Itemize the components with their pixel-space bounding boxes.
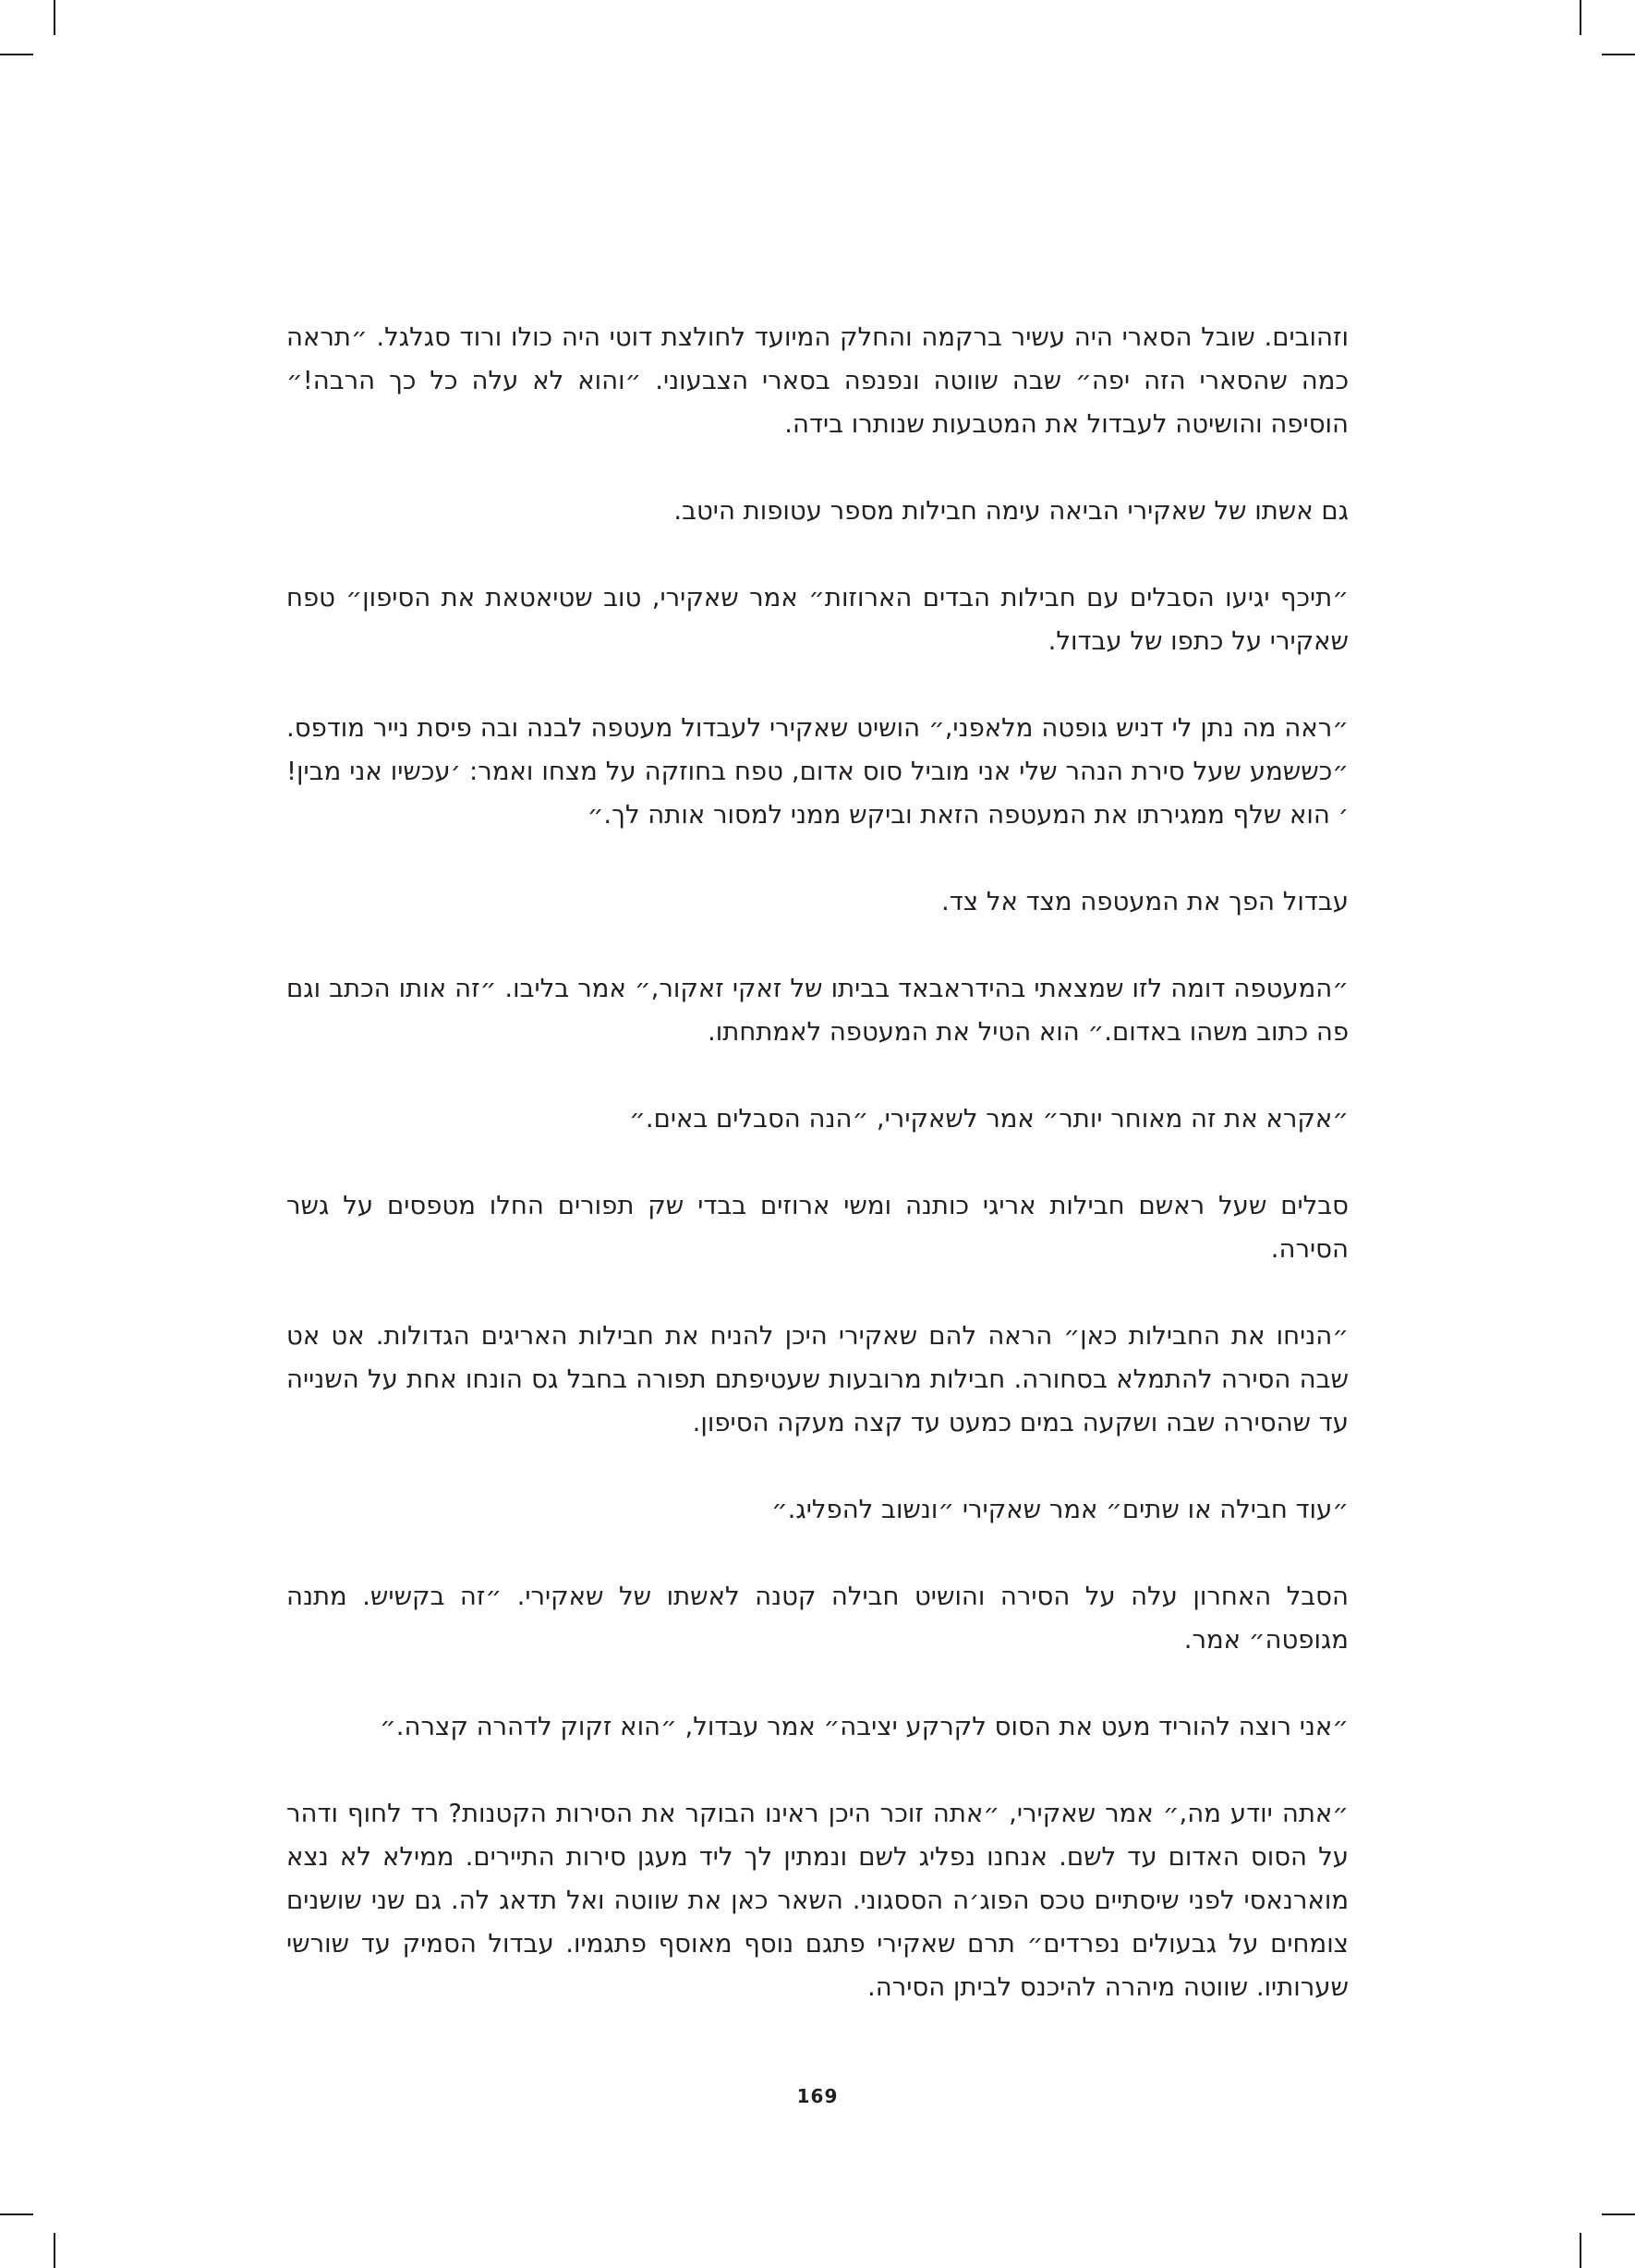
paragraph: ״אני רוצה להוריד מעט את הסוס לקרקע יציבה״ אמר עבדול, ״הוא זקוק לדהרה קצרה.״ (380, 1712, 1349, 1741)
paragraph: סבלים שעל ראשם חבילות אריגי כותנה ומשי ארוזים בבדי שק תפורים החלו מטפסים על גשר הסירה. (286, 1191, 1349, 1264)
page-number: 169 (796, 2085, 839, 2107)
paragraph: גם אשתו של שאקירי הביאה עימה חבילות מספר עטופות היטב. (673, 496, 1349, 526)
crop-mark-bottom-left-vertical (54, 2233, 55, 2268)
crop-mark-top-right-horizontal (1602, 54, 1635, 55)
paragraph: וזהובים. שובל הסארי היה עשיר ברקמה והחלק המיועד לחולצת דוטי היה כולו ורוד סגלגל. ״תראה כמה שהסארי הזה יפה״ שבה שווטה ונפנפה בסארי הצבעוני. ״והוא לא עלה כל כך הרבה!״ הוסיפה והושיטה לעבדול את המטבעות שנותרו בידה. (286, 322, 1349, 439)
body-text (286, 316, 1349, 2009)
paragraph: עבדול הפך את המעטפה מצד אל צד. (941, 887, 1349, 916)
paragraph: ״תיכף יגיעו הסבלים עם חבילות הבדים הארוזות״ אמר שאקירי, טוב שטיאטאת את הסיפון״ טפח שאקירי על כתפו של עבדול. (286, 583, 1349, 656)
crop-mark-top-left-vertical (54, 0, 55, 35)
paragraph: ״ראה מה נתן לי דניש גופטה מלאפני,״ הושיט שאקירי לעבדול מעטפה לבנה ובה פיסת נייר מודפס. ״כששמע שעל סירת הנהר שלי אני מוביל סוס אדום, טפח בחוזקה על מצחו ואמר: ׳עכשיו אני מבין!׳ הוא שלף ממגירתו את המעטפה הזאת וביקש ממני למסור אותה לך.״ (286, 713, 1349, 830)
paragraph: ״אקרא את זה מאוחר יותר״ אמר לשאקירי, ״הנה הסבלים באים.״ (629, 1104, 1349, 1134)
crop-mark-bottom-left-horizontal (0, 2213, 33, 2215)
crop-mark-top-right-vertical (1580, 0, 1581, 35)
crop-mark-bottom-right-vertical (1580, 2233, 1581, 2268)
paragraph: ״המעטפה דומה לזו שמצאתי בהידראבאד בביתו של זאקי זאקור,״ אמר בליבו. ״זה אותו הכתב וגם פה כתוב משהו באדום.״ הוא הטיל את המעטפה לאמתחתו. (286, 974, 1349, 1047)
crop-mark-top-left-horizontal (0, 54, 33, 55)
paragraph: ״הניחו את החבילות כאן״ הראה להם שאקירי היכן להניח את חבילות האריגים הגדולות. אט אט שבה הסירה להתמלא בסחורה. חבילות מרובעות שעטיפתם תפורה בחבל גס הונחו אחת על השנייה עד שהסירה שבה ושקעה במים כמעט עד קצה מעקה הסיפון. (286, 1321, 1349, 1437)
paragraph: הסבל האחרון עלה על הסירה והושיט חבילה קטנה לאשתו של שאקירי. ״זה בקשיש. מתנה מגופטה״ אמר. (286, 1582, 1349, 1655)
crop-mark-bottom-right-horizontal (1602, 2213, 1635, 2215)
paragraph: ״אתה יודע מה,״ אמר שאקירי, ״אתה זוכר היכן ראינו הבוקר את הסירות הקטנות? רד לחוף ודהר על הסוס האדום עד לשם. אנחנו נפליג לשם ונמתין לך ליד מעגן סירות התיירים. ממילא לא נצא מוארנאסי לפני שיסתיים טכס הפוג׳ה הססגוני. השאר כאן את שווטה ואל תדאג לה. גם שני שושנים צומחים על גבעולים נפרדים״ תרם שאקירי פתגם נוסף מאוסף פתגמיו. עבדול הסמיק עד שורשי שערותיו. שווטה מיהרה להיכנס לביתן הסירה. (286, 1799, 1349, 2002)
paragraph: ״עוד חבילה או שתים״ אמר שאקירי ״ונשוב להפליג.״ (770, 1495, 1349, 1524)
